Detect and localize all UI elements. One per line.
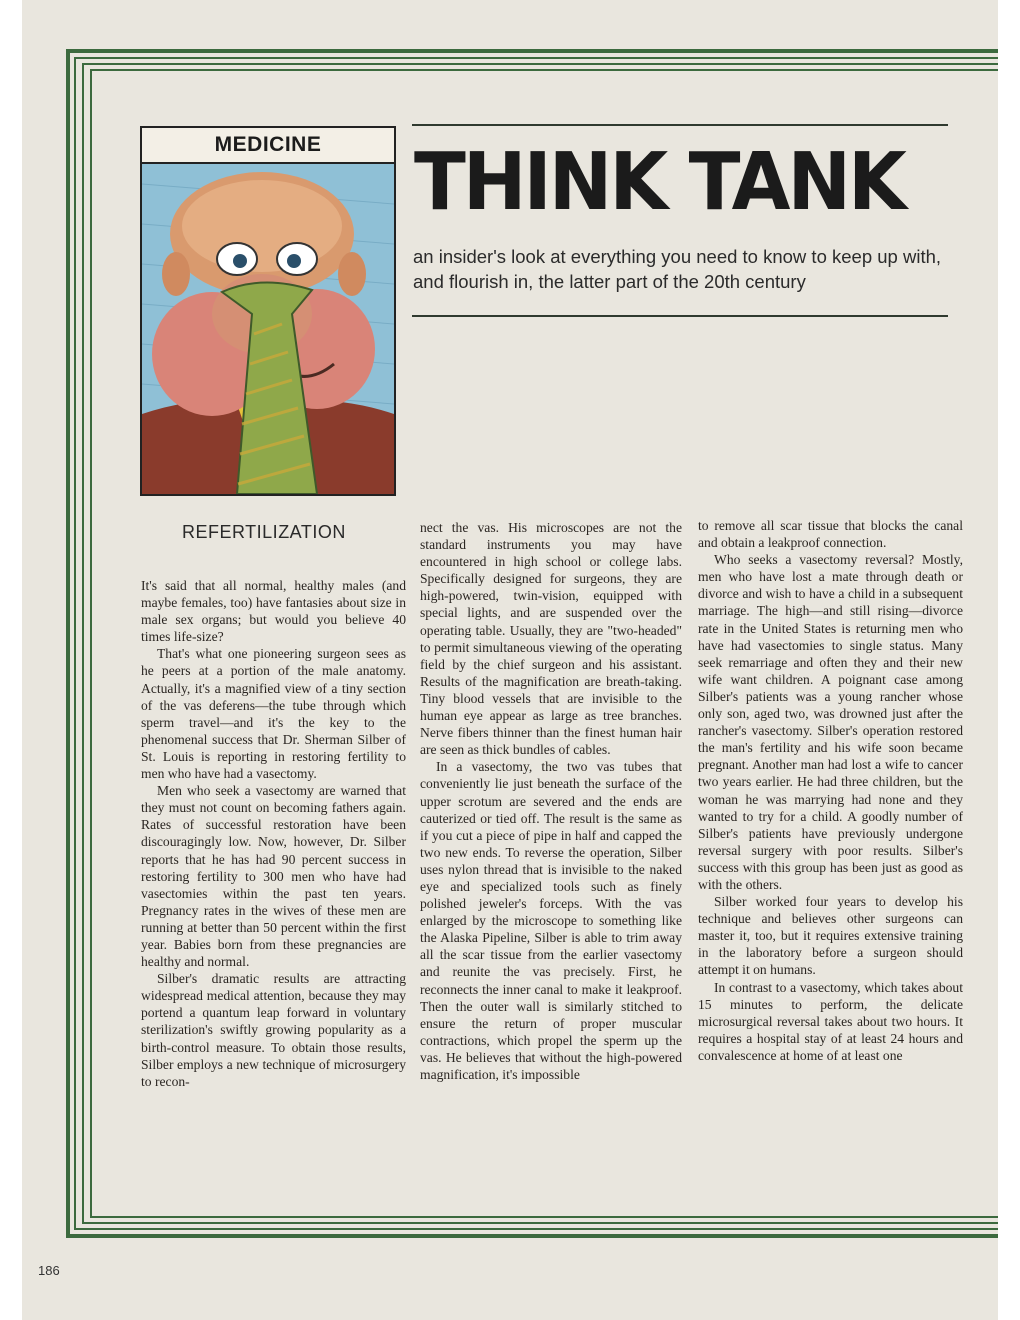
cartoon-man-tie-illustration (142, 164, 394, 494)
paragraph: Silber worked four years to develop his technique and believes other surgeons can master it, too, but it requires extensive training in the laboratory before a surgeon should attempt it on humans. (698, 894, 963, 978)
section-label: MEDICINE (142, 128, 394, 164)
magazine-page (22, 0, 998, 1320)
frame-left-line-4 (90, 69, 92, 1218)
frame-top-line-2 (74, 57, 998, 59)
section-badge (140, 126, 396, 496)
paragraph: That's what one pioneering surgeon sees as he peers at a portion of the male anatomy. Actually, it's a magnified view of a tiny section of the vas deferens—the tube through which sperm travel—and it's the key to the phenomenal success that Dr. Sherman Silber of St. Louis is reporting in restoring fertility to men who have had a vasectomy. (141, 646, 406, 782)
frame-top-line-4 (90, 69, 998, 71)
cartoon-illustration (142, 164, 394, 494)
frame-bottom-line-1 (90, 1216, 998, 1218)
paragraph: Who seeks a vasectomy reversal? Mostly, men who have lost a mate through death or divorce and wish to have a child in a subsequent marriage. The high—and still rising—divorce rate in the United States is returning men who have had vasectomies to single status. Many seek remarriage and often they and their new wife want children. A poignant case among Silber's patients was a young rancher whose only son, aged two, was drowned just after the rancher's vasectomy. Silber's operation restored the man's fertility and his wife soon became pregnant. Another man had lost a wife to cancer two years earlier. He had three children, but the woman he was marrying had none and they wanted to try for a child. A goodly number of Silber's patients have previously undergone reversal surgery with poor results. Silber's success with this group has been just as good as with the others. (698, 552, 963, 892)
headline-rule-bottom (412, 315, 948, 317)
article-column-3 (698, 517, 963, 1064)
paragraph: It's said that all normal, healthy males (and maybe females, too) have fantasies about size in male sex organs; but would you believe 40 times life-size? (141, 578, 406, 645)
page-number: 186 (38, 1263, 60, 1278)
paragraph: In contrast to a vasectomy, which takes about 15 minutes to perform, the delicate microsurgical reversal takes about two hours. It requires a hospital stay of at least 24 hours and convalescence at home of at least one (698, 979, 963, 1063)
paragraph: nect the vas. His microscopes are not the standard instruments you may have encountered in high school or college labs. Specifically designed for surgeons, they are high-powered, twin-vision, equipped with special lights, and are suspended over the operating table. Usually, they are "two-headed" to permit simultaneous viewing of the operating field by the chief surgeon and his assistant. Results of the magnification are breath-taking. Tiny blood vessels that are invisible to the human eye appear as large as tree branches. Nerve fibers thinner than the finest human hair are seen as thick bundles of cables. (420, 520, 682, 758)
frame-bottom-line-3 (74, 1228, 998, 1230)
article-title: REFERTILIZATION (182, 522, 346, 542)
article-column-1 (141, 577, 406, 1090)
headline-rule-top (412, 124, 948, 126)
frame-bottom-line-4 (66, 1234, 998, 1238)
frame-left-line-1 (66, 49, 70, 1238)
frame-left-line-2 (74, 57, 76, 1230)
dek: an insider's look at everything you need to know to keep up with, and flourish in, the latter part of the 20th century (413, 246, 942, 292)
frame-top-line-1 (66, 49, 998, 53)
paragraph: Men who seek a vasectomy are warned that they must not count on becoming fathers again. Rates of successful restoration have been discouragingly low. Now, however, Dr. Silber reports that he has had 90 percent success in restoring fertility to 300 men who have had vasectomies within the past ten years. Pregnancy rates in the wives of these men are running at better than 50 percent within the first year. Babies born from these pregnancies are healthy and normal. (141, 783, 406, 970)
paragraph: Silber's dramatic results are attracting widespread medical attention, because they may portend a quantum leap forward in voluntary sterilization's swiftly growing popularity as a birth-control measure. To obtain those results, Silber employs a new technique of microsurgery to recon- (141, 971, 406, 1089)
frame-top-line-3 (82, 63, 998, 65)
article-column-2 (420, 519, 682, 1083)
paragraph: to remove all scar tissue that blocks the canal and obtain a leakproof connection. (698, 518, 963, 551)
paragraph: In a vasectomy, the two vas tubes that conveniently lie just beneath the surface of the upper scrotum are severed and the ends are cauterized or tied off. The result is the same as if you cut a piece of pipe in half and capped the two new ends. To reverse the operation, Silber uses nylon thread that is invisible to the naked eye and specialized tools such as finely polished jeweler's forceps. With the vas enlarged by the microscope to something like the Alaska Pipeline, Silber is able to trim away all the scar tissue from the earlier vasectomy and reunite the vas precisely. First, he reconnects the inner canal to make it leakproof. Then the outer wall is similarly stitched to ensure the return of proper muscular contractions, which propel the sperm up the vas. He believes that without the high-powered magnification, it's impossible (420, 759, 682, 1082)
frame-left-line-3 (82, 63, 84, 1224)
frame-bottom-line-2 (82, 1222, 998, 1224)
headline: THINK TANK (414, 134, 904, 229)
